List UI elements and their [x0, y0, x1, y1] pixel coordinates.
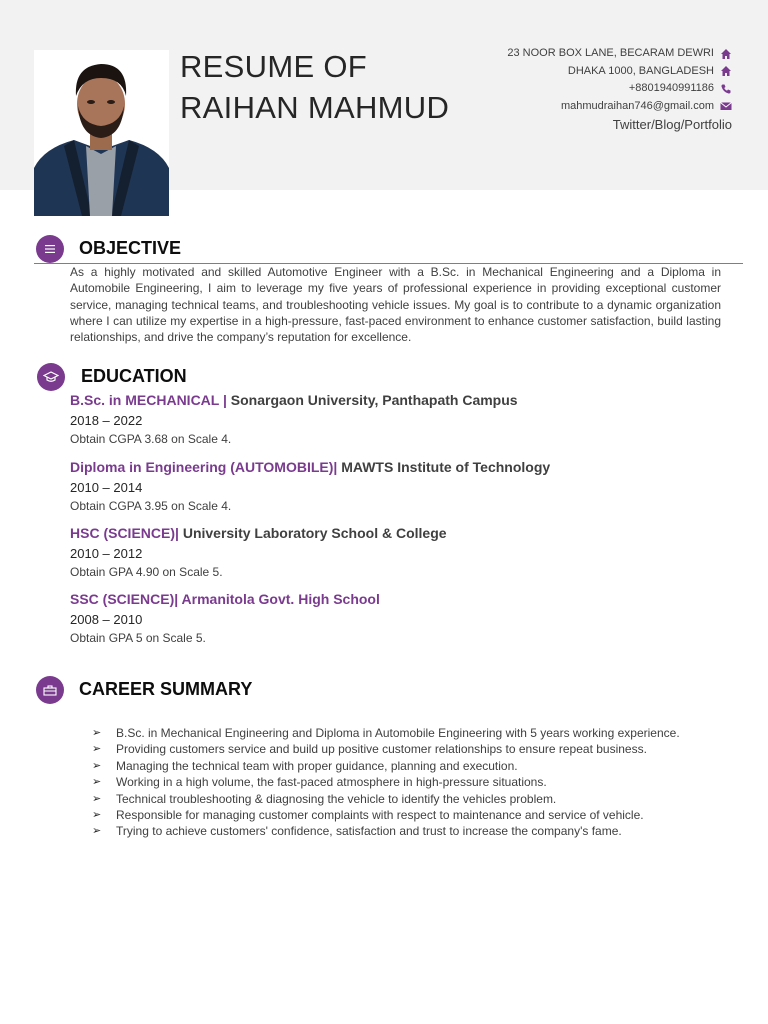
arrow-bullet-icon: ➢ [92, 759, 102, 772]
education-title: EDUCATION [81, 366, 187, 386]
education-years: 2008 – 2010 [70, 612, 143, 627]
address-line-2: DHAKA 1000, BANGLADESH [507, 63, 732, 81]
briefcase-icon [36, 676, 64, 704]
objective-title: OBJECTIVE [79, 238, 182, 258]
list-item: ➢ Working in a high volume, the fast-paced atmosphere in high-pressure situations. [92, 775, 547, 790]
education-years: 2010 – 2012 [70, 546, 143, 561]
education-grade: Obtain GPA 4.90 on Scale 5. [70, 565, 223, 579]
education-entry [70, 458, 550, 514]
list-item: ➢ B.Sc. in Mechanical Engineering and Diploma in Automobile Engineering with 5 years working experience. [92, 726, 680, 740]
education-years: 2018 – 2022 [70, 413, 143, 428]
list-icon [36, 235, 64, 263]
list-item: ➢ Managing the technical team with proper guidance, planning and execution. [92, 758, 518, 773]
page-title [180, 46, 449, 128]
education-grade: Obtain CGPA 3.95 on Scale 4. [70, 499, 232, 513]
graduation-cap-icon [37, 363, 65, 391]
career-summary-title: CAREER SUMMARY [79, 679, 253, 699]
education-entry [70, 524, 447, 580]
list-item: ➢ Providing customers service and build up positive customer relationships to ensure repeat business. [92, 742, 647, 757]
institution: University Laboratory School & College [182, 525, 447, 541]
education-years: 2010 – 2014 [70, 480, 143, 495]
list-item: ➢ Responsible for managing customer complaints with respect to maintenance and service of vehicle. [92, 808, 644, 823]
objective-text: As a highly motivated and skilled Automotive Engineer with a B.Sc. in Mechanical Engineering and a Diploma in Automobile Engineering, I aim to leverage my five years of professional experience in providing exceptional customer service, managing technical teams, and troubleshooting vehicle issues. My goal is to contribute to a dynamic organization where I can utilize my expertise in a high-pressure, fast-paced environment to enhance customer satisfaction, build lasting relationships, and drive the company’s reputation for excellence. [70, 265, 721, 345]
arrow-bullet-icon: ➢ [92, 776, 102, 789]
arrow-bullet-icon: ➢ [92, 792, 102, 805]
profile-photo [34, 50, 169, 216]
social-links[interactable]: Twitter/Blog/Portfolio [612, 117, 732, 132]
degree: SSC (SCIENCE)| Armanitola Govt. High School [70, 591, 380, 607]
arrow-bullet-icon: ➢ [92, 825, 102, 838]
list-item: ➢ Technical troubleshooting & diagnosing the vehicle to identify the vehicles problem. [92, 791, 557, 806]
address-line-1: 23 NOOR BOX LANE, BECARAM DEWRI [507, 45, 732, 63]
contact-info [507, 45, 732, 134]
career-summary-list [92, 725, 680, 840]
phone-icon [720, 83, 732, 95]
education-entry [70, 590, 380, 646]
arrow-bullet-icon: ➢ [92, 727, 102, 739]
degree: B.Sc. in MECHANICAL | [70, 392, 231, 408]
education-grade: Obtain GPA 5 on Scale 5. [70, 631, 206, 645]
list-item: ➢ Trying to achieve customers' confidence, satisfaction and trust to increase the company's fame. [92, 824, 622, 839]
degree: Diploma in Engineering (AUTOMOBILE)| [70, 459, 342, 475]
home-icon [720, 48, 732, 60]
phone: +8801940991186 [507, 80, 732, 98]
email[interactable]: mahmudraihan746@gmail.com [507, 98, 732, 116]
institution: MAWTS Institute of Technology [341, 459, 551, 475]
home-icon [720, 65, 732, 77]
degree: HSC (SCIENCE)| [70, 525, 183, 541]
name-line-1: RESUME OF [180, 49, 367, 84]
education-entry [70, 391, 518, 447]
arrow-bullet-icon: ➢ [92, 743, 102, 756]
envelope-icon [720, 100, 732, 112]
arrow-bullet-icon: ➢ [92, 809, 102, 822]
name-line-2: RAIHAN MAHMUD [180, 90, 450, 125]
education-grade: Obtain CGPA 3.68 on Scale 4. [70, 432, 232, 446]
institution: Sonargaon University, Panthapath Campus [230, 392, 518, 408]
